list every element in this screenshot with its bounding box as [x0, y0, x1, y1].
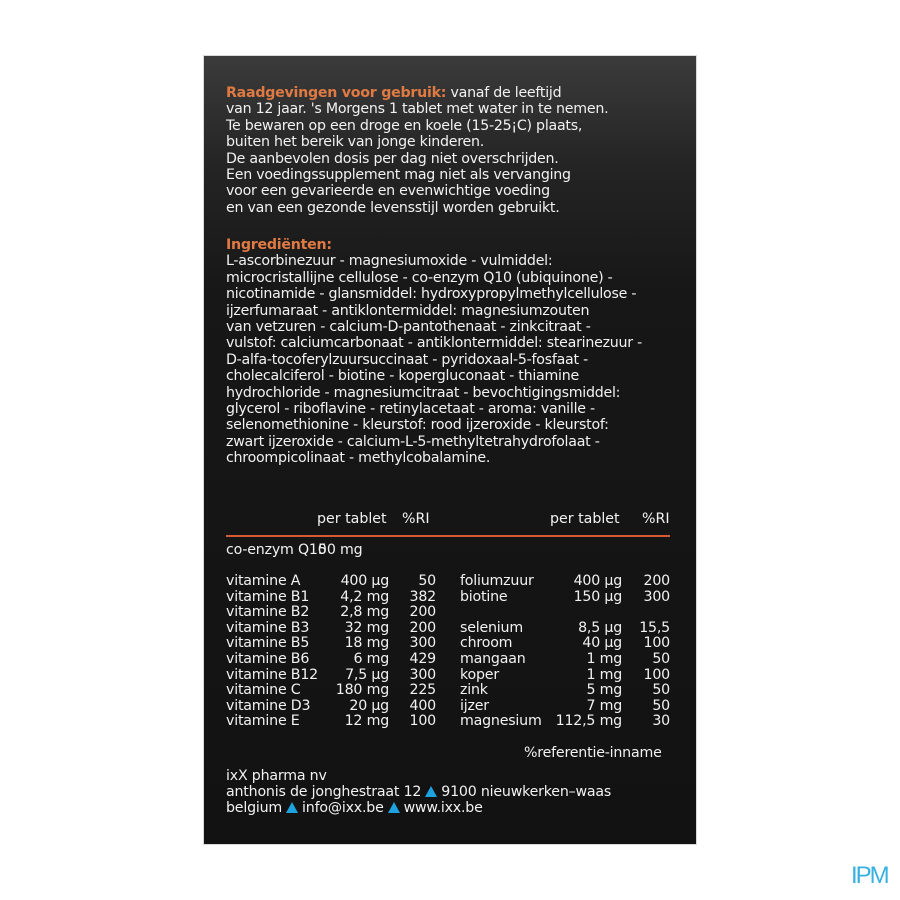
- nutrient-name: vitamine B6: [226, 651, 310, 667]
- nutrient-value: 4,2 mg: [340, 588, 389, 605]
- ingredient-line: vulstof: calciumcarbonaat - antiklontermiddel: stearinezuur -: [226, 335, 642, 352]
- nutrient-ri: 225: [409, 682, 436, 699]
- coenzyme-row: [226, 543, 426, 559]
- nutrient-ri: 200: [409, 619, 436, 636]
- company-contact: [226, 800, 611, 816]
- usage-line: buiten het bereik van jonge kinderen.: [226, 134, 485, 151]
- ingredients-section: [226, 237, 642, 467]
- ingredient-line: microcristallijne cellulose - co-enzym Q10 (ubiquinone) -: [226, 269, 613, 286]
- table-row: [226, 605, 441, 621]
- ingredient-line: zwart ijzeroxide - calcium-L-5-methyltetrahydrofolaat -: [226, 433, 600, 450]
- nutrient-name: mangaan: [460, 651, 526, 667]
- table-row: [460, 621, 675, 637]
- nutrient-value: 7,5 µg: [345, 666, 389, 683]
- nutrient-ri: 100: [643, 635, 670, 652]
- triangle-separator-icon: [388, 802, 400, 813]
- ingredient-line: glycerol - riboflavine - retinylacetaat - aroma: vanille -: [226, 401, 595, 418]
- nutrient-ri: 50: [652, 697, 670, 714]
- table-row: [460, 590, 675, 606]
- nutrient-name: vitamine B5: [226, 635, 310, 652]
- address-city: 9100 nieuwkerken–waas: [441, 784, 612, 800]
- nutrient-value: 400 µg: [340, 573, 389, 589]
- nutrient-ri: 50: [652, 651, 670, 667]
- nutrient-ri: 200: [409, 604, 436, 621]
- header-ri-right: %RI: [642, 511, 670, 527]
- nutrient-value: 20 µg: [349, 697, 389, 714]
- usage-line: Te bewaren op een droge en koele (15-25¡C) plaats,: [226, 117, 583, 134]
- nutrient-name: koper: [460, 666, 499, 683]
- ingredient-line: selenomethionine - kleurstof: rood ijzeroxide - kleurstof:: [226, 417, 609, 434]
- table-row: [226, 668, 441, 684]
- ingredient-line: D-alfa-tocoferylzuursuccinaat - pyridoxaal-5-fosfaat -: [226, 351, 588, 368]
- nutrient-name: chroom: [460, 635, 513, 652]
- nutrient-value: 1 mg: [586, 651, 622, 667]
- triangle-separator-icon: [286, 802, 298, 813]
- table-header-rule: [226, 535, 670, 537]
- nutrient-value: 12 mg: [344, 713, 389, 730]
- company-info: [226, 768, 611, 816]
- nutrient-value: 2,8 mg: [340, 604, 389, 621]
- ingredient-line: hydrochloride - magnesiumcitraat - bevochtigingsmiddel:: [226, 384, 621, 401]
- nutrient-name: ijzer: [460, 697, 489, 714]
- ingredient-line: nicotinamide - glansmiddel: hydroxypropylmethylcellulose -: [226, 286, 637, 303]
- table-row: [460, 636, 675, 652]
- usage-instructions: [226, 85, 608, 216]
- ingredient-line: L-ascorbinezuur - magnesiumoxide - vulmiddel:: [226, 253, 553, 270]
- nutrient-ri: 200: [643, 573, 670, 589]
- nutrient-name: zink: [460, 682, 488, 699]
- table-row: [226, 699, 441, 715]
- nutrient-name: co-enzym Q10: [226, 542, 327, 558]
- nutrient-ri: 400: [409, 697, 436, 714]
- nutrient-name: magnesium: [460, 713, 542, 730]
- nutrient-ri: 429: [409, 651, 436, 667]
- address-street: anthonis de jonghestraat 12: [226, 784, 422, 800]
- usage-line: en van een gezonde levensstijl worden gebruikt.: [226, 199, 560, 216]
- nutrient-name: vitamine A: [226, 573, 301, 589]
- usage-line: voor een gevarieerde en evenwichtige voeding: [226, 183, 550, 200]
- table-row: [226, 621, 441, 637]
- nutrient-value: 50 mg: [318, 542, 363, 558]
- nutrient-value: 180 mg: [335, 682, 389, 699]
- triangle-separator-icon: [425, 786, 437, 797]
- ri-footnote: %referentie-inname: [524, 745, 662, 761]
- ipm-watermark-logo: IPM: [851, 862, 888, 889]
- usage-heading: Raadgevingen voor gebruik:: [226, 85, 447, 101]
- table-row: [226, 574, 441, 590]
- nutrient-value: 6 mg: [353, 651, 389, 667]
- usage-first-line: [226, 85, 608, 101]
- nutrient-ri: 50: [418, 573, 436, 589]
- ingredient-line: chroompicolinaat - methylcobalamine.: [226, 450, 491, 467]
- header-ri-left: %RI: [402, 511, 430, 527]
- ingredient-line: cholecalciferol - biotine - kopergluconaat - thiamine: [226, 368, 579, 385]
- header-per-tablet-right: per tablet: [550, 511, 620, 527]
- table-row: [226, 636, 441, 652]
- nutrient-ri: 300: [409, 635, 436, 652]
- nutrient-ri: 100: [409, 713, 436, 730]
- ingredient-line: ijzerfumaraat - antiklontermiddel: magnesiumzouten: [226, 302, 590, 319]
- ingredients-heading: Ingrediënten:: [226, 237, 332, 253]
- nutrient-value: 8,5 µg: [578, 619, 622, 636]
- ingredient-line: van vetzuren - calcium-D-pantothenaat - zinkcitraat -: [226, 319, 591, 336]
- nutrient-ri: 100: [643, 666, 670, 683]
- usage-line: Een voedingssupplement mag niet als vervanging: [226, 167, 571, 184]
- nutrient-name: vitamine C: [226, 682, 301, 699]
- company-website[interactable]: www.ixx.be: [403, 800, 483, 816]
- nutrient-value: 7 mg: [586, 697, 622, 714]
- nutrient-name: vitamine B3: [226, 619, 310, 636]
- nutrient-ri: 382: [409, 588, 436, 605]
- table-row: [226, 714, 441, 730]
- table-row: [460, 683, 675, 699]
- nutrient-name: vitamine B12: [226, 666, 318, 683]
- nutrient-value: 18 mg: [344, 635, 389, 652]
- table-row: [226, 590, 441, 606]
- nutrient-value: 1 mg: [586, 666, 622, 683]
- table-row: [460, 699, 675, 715]
- nutrient-value: 5 mg: [586, 682, 622, 699]
- nutrient-ri: 50: [652, 682, 670, 699]
- nutrient-name: foliumzuur: [460, 573, 534, 589]
- table-row: [226, 652, 441, 668]
- nutrient-name: vitamine B1: [226, 588, 310, 605]
- nutrient-value: 400 µg: [573, 573, 622, 589]
- nutrient-name: vitamine E: [226, 713, 300, 730]
- nutrient-value: 112,5 mg: [555, 713, 622, 730]
- nutrient-ri: 30: [652, 713, 670, 730]
- table-row: [460, 714, 675, 730]
- table-row: [226, 683, 441, 699]
- company-name: ixX pharma nv: [226, 768, 327, 784]
- nutrient-ri: 300: [643, 588, 670, 605]
- nutrient-ri: 15,5: [639, 619, 670, 636]
- company-address: [226, 784, 611, 800]
- company-email[interactable]: info@ixx.be: [302, 800, 384, 816]
- table-row: [460, 668, 675, 684]
- nutrient-value: 32 mg: [344, 619, 389, 636]
- nutrient-ri: 300: [409, 666, 436, 683]
- nutrient-name: vitamine D3: [226, 697, 311, 714]
- nutrient-value: 40 µg: [582, 635, 622, 652]
- company-country: belgium: [226, 800, 283, 816]
- product-label-panel: [204, 56, 696, 844]
- header-per-tablet-left: per tablet: [317, 511, 387, 527]
- nutrient-name: vitamine B2: [226, 604, 310, 621]
- usage-first-line-text: vanaf de leeftijd: [446, 85, 562, 101]
- table-row: [460, 652, 675, 668]
- usage-line: De aanbevolen dosis per dag niet overschrijden.: [226, 150, 559, 167]
- usage-line: van 12 jaar. 's Morgens 1 tablet met water in te nemen.: [226, 101, 609, 118]
- nutrient-name: selenium: [460, 619, 523, 636]
- nutrient-value: 150 µg: [573, 588, 622, 605]
- table-row: [460, 574, 675, 590]
- nutrient-name: biotine: [460, 588, 508, 605]
